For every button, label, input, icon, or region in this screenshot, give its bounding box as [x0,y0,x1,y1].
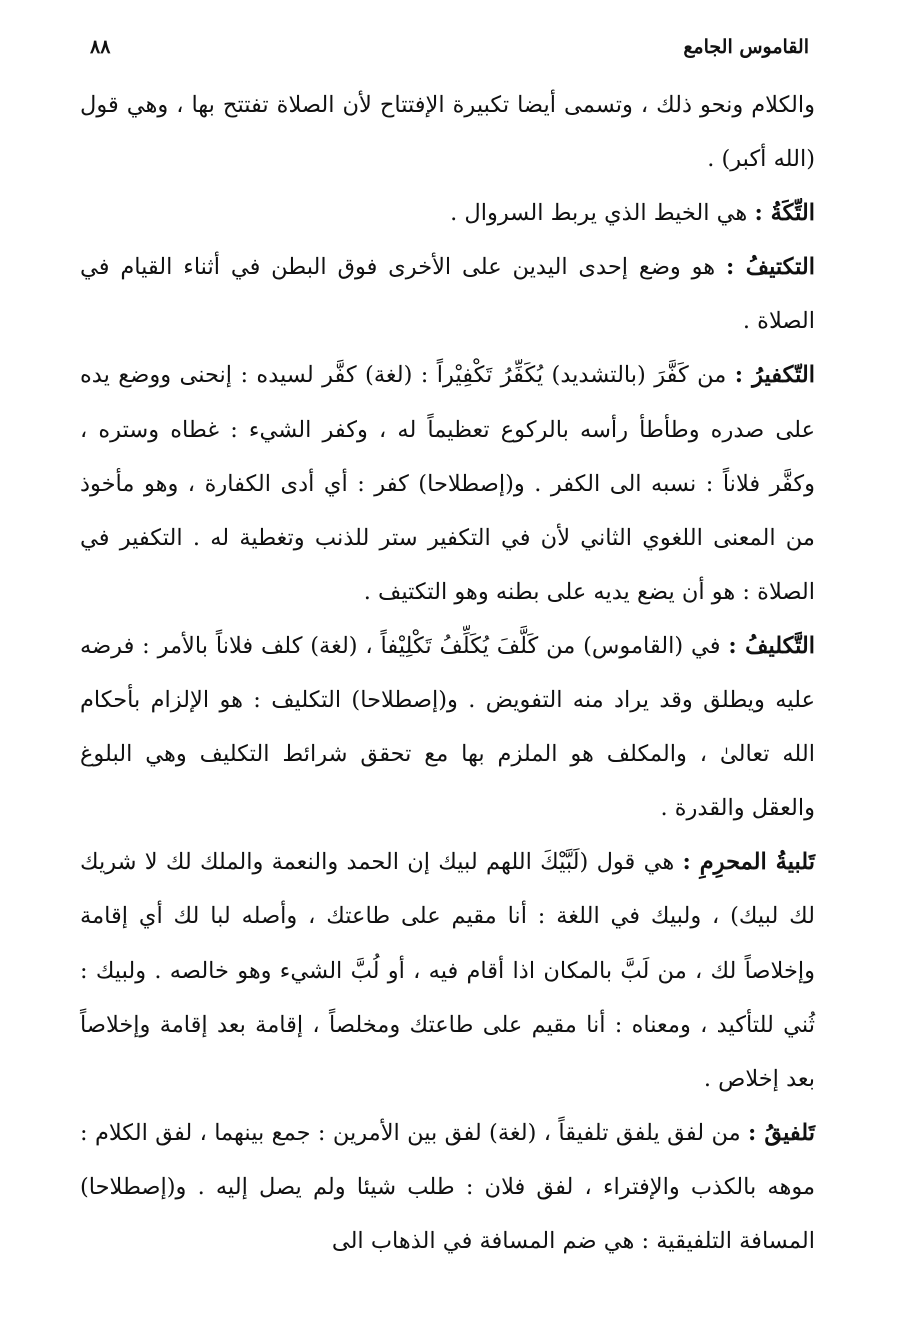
entry-text: من كَفَّرَ (بالتشديد) يُكَفِّرُ تَكْفِيْراً : (لغة) كفَّر لسيده : إنحنى ووضع يده على صدره وطأطأ رأسه بالركوع تعظيماً له ، وكفر الشيء : غطاه وستره ، وكفَّر فلاناً : نسبه الى الكفر . و(إصطلاحا) كفر : أي أدى الكفارة ، وهو مأخوذ من المعنى اللغوي الثاني لأن في التكفير ستر للذنب وتغطية له . التكفير في الصلاة : هو أن يضع يديه على بطنه وهو التكتيف . [80,362,815,605]
page-header [90,30,809,64]
entry-taklif [80,619,815,835]
entry-text: والكلام ونحو ذلك ، وتسمى أيضا تكبيرة الإفتتاح لأن الصلاة تفتتح بها ، وهي قول (الله أكبر) . [80,92,815,173]
page-number: ٨٨ [90,36,111,58]
entry-tikka [80,186,815,240]
entry-talbiya [80,835,815,1105]
entry-text: هي الخيط الذي يربط السروال . [450,200,748,227]
page-content [80,78,815,1268]
entry-term: التِّكَةُ : [754,200,815,227]
entry-text: من لفق يلفق تلفيقاً ، (لغة) لفق بين الأمرين : جمع بينهما ، لفق الكلام : موهه بالكذب والإفتراء ، لفق فلان : طلب شيئا ولم يصل إليه . و(إصطلاحا) المسافة التلفيقية : هي ضم المسافة في الذهاب الى [80,1119,815,1254]
entry-text: في (القاموس) من كَلَّفَ يُكَلِّفُ تَكْلِيْفاً ، (لغة) كلف فلاناً بالأمر : فرضه عليه ويطلق وقد يراد منه التفويض . و(إصطلاحا) التكليف : هو الإلزام بأحكام الله تعالىٰ ، والمكلف هو الملزم بها مع تحقق شرائط التكليف وهي البلوغ والعقل والقدرة . [80,632,815,822]
entry-text: هو وضع إحدى اليدين على الأخرى فوق البطن في أثناء القيام في الصلاة . [80,254,815,335]
entry-term: تَلبيةُ المحرِمِ : [682,849,816,876]
entry-continuation [80,78,815,186]
entry-talfiq [80,1106,815,1268]
entry-term: التكتيفُ : [725,254,815,281]
entry-term: التَّكليفُ : [728,632,816,659]
entry-text: هي قول (لَبَّيْكَ اللهم لبيك إن الحمد والنعمة والملك لك لا شريك لك لبيك) ، ولبيك في اللغة : أنا مقيم على طاعتك ، وأصله لبا لك أي إقامة وإخلاصاً لك ، من لَبَّ بالمكان اذا أقام فيه ، أو لُبَّ الشيء وهو خالصه . ولبيك : ثُني للتأكيد ، ومعناه : أنا مقيم على طاعتك ومخلصاً ، إقامة بعد إقامة وإخلاصاً بعد إخلاص . [80,849,815,1092]
entry-term: التّكفيرُ : [734,362,815,389]
entry-takfir [80,348,815,618]
entry-taktif [80,240,815,348]
running-title: القاموس الجامع [683,36,809,58]
entry-term: تَلفيقُ : [748,1119,815,1146]
